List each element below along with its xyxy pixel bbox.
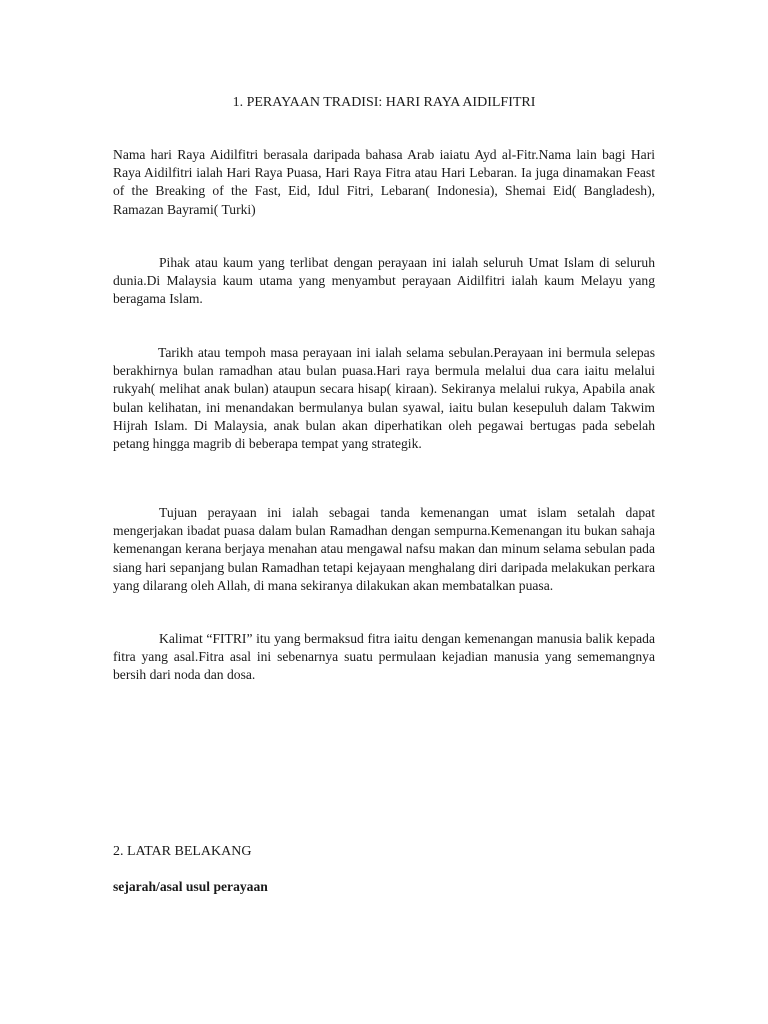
paragraph-purpose: Tujuan perayaan ini ialah sebagai tanda kemenangan umat islam setalah dapat mengerjakan ibadat puasa dalam bulan Ramadhan dengan sempurna.Kemenangan itu bukan sahaja kemenangan kerana berjaya menahan atau mengawal nafsu makan dan minum selama sebulan pada siang hari sepanjang bulan Ramadhan tetapi kejayaan menghalang diri daripada melakukan perkara yang dilarang oleh Allah, di mana sekiranya dilakukan akan membatalkan puasa. — [113, 505, 656, 593]
subheading-history: sejarah/asal usul perayaan — [113, 879, 268, 894]
section-heading-1: 1. PERAYAAN TRADISI: HARI RAYA AIDILFITRI — [232, 95, 536, 110]
paragraph-date-duration: Tarikh atau tempoh masa perayaan ini ialah selama sebulan.Perayaan ini bermula selepas berakhirnya bulan ramadhan atau bulan puasa.Hari raya bermula melalui dua cara iaitu melalui rukyah( melihat anak bulan) ataupun secara hisap( kiraan). Sekiranya melalui rukya, Apabila anak bulan kelihatan, ini menandakan bermulanya bulan syawal, iaitu bulan kesepuluh dalam Takwim Hijrah Islam. Di Malaysia, anak bulan akan diperhatikan oleh pegawai bertugas pada sebelah petang hingga magrib di beberapa tempat yang strategik. — [113, 345, 655, 452]
section-heading-2: 2. LATAR BELAKANG — [113, 844, 252, 859]
paragraph-fitri-meaning: Kalimat “FITRI” itu yang bermaksud fitra iaitu dengan kemenangan manusia balik kepada fitra yang asal.Fitra asal ini sebenarnya suatu permulaan kejadian manusia yang sememangnya bersih dari noda dan dosa. — [113, 631, 655, 683]
paragraph-participants: Pihak atau kaum yang terlibat dengan perayaan ini ialah seluruh Umat Islam di seluruh dunia.Di Malaysia kaum utama yang menyambut perayaan Aidilfitri ialah kaum Melayu yang beragama Islam. — [113, 255, 655, 307]
paragraph-name-origin: Nama hari Raya Aidilfitri berasala daripada bahasa Arab iaiatu Ayd al-Fitr.Nama lain bagi Hari Raya Aidilfitri ialah Hari Raya Puasa, Hari Raya Fitra atau Hari Lebaran. Ia juga dinamakan Feast of the Breaking of the Fast, Eid, Idul Fitri, Lebaran( Indonesia), Shemai Eid( Bangladesh), Ramazan Bayrami( Turki) — [113, 147, 655, 217]
